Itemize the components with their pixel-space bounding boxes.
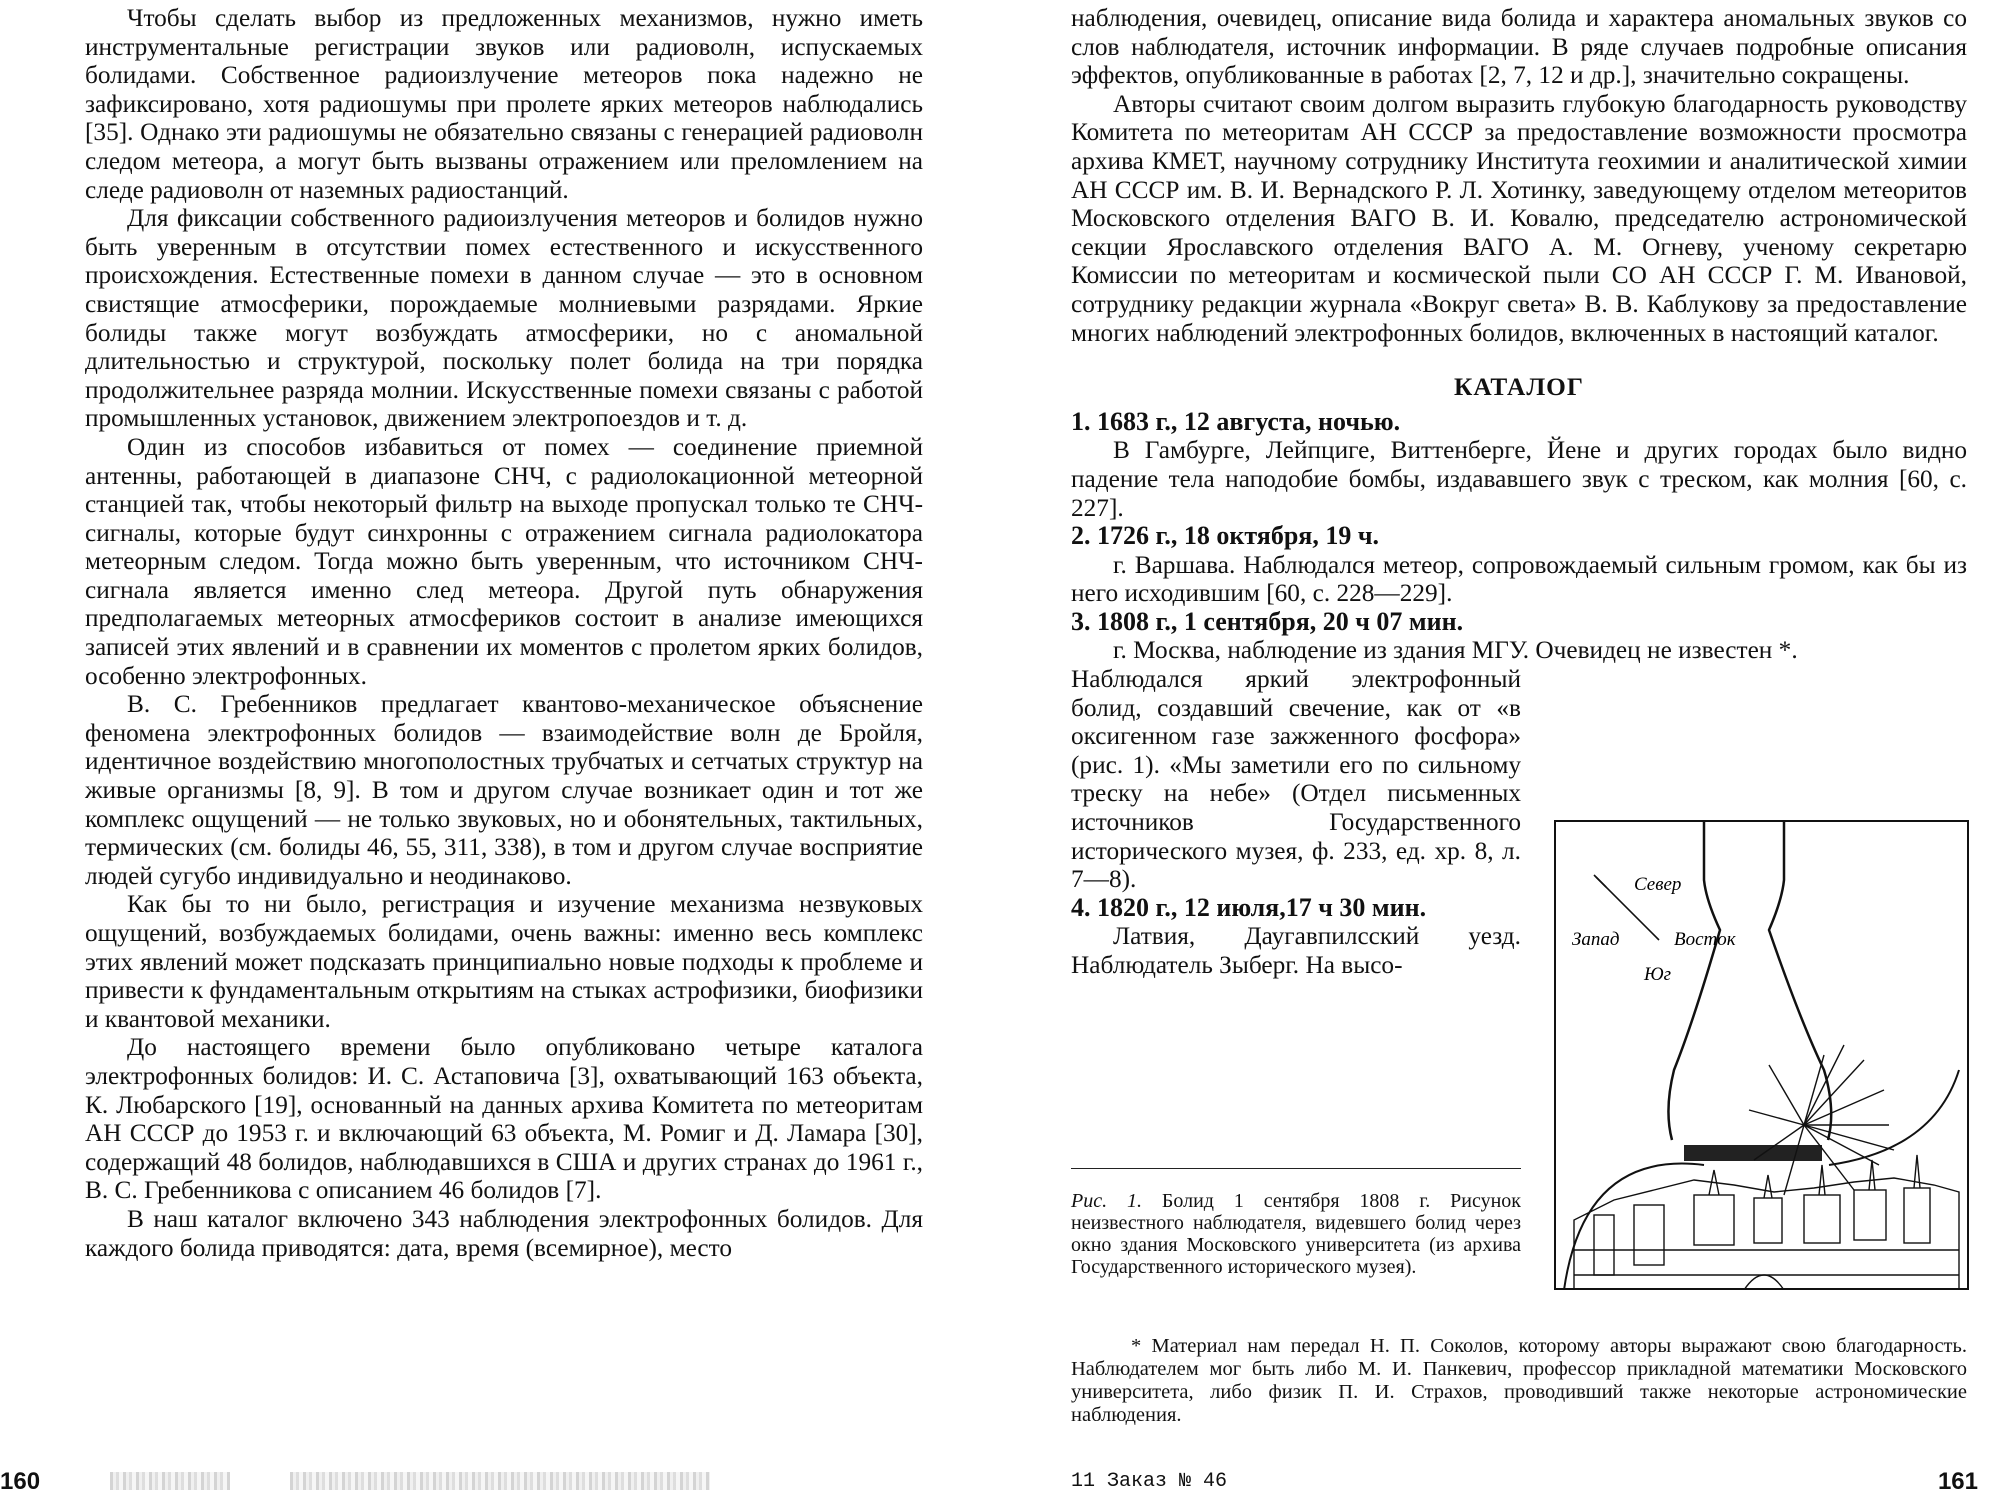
paragraph: Чтобы сделать выбор из предложенных механизмов, нужно иметь инструментальные регистрации звуков или радиоволн, испускаемых болидами. Собственное радиоизлучение метеоров пока надежно не зафиксировано, хотя радиошумы при пролете ярких метеоров наблюдались [35]. Однако эти радиошумы не обязательно связаны с генерацией радиоволн следом метеора, а могут быть вызваны отражением или преломлением на следе радиоволн от наземных радиостанций. xyxy=(85,4,923,204)
right-page xyxy=(1000,0,2000,1510)
catalog-heading: КАТАЛОГ xyxy=(1454,373,1584,402)
catalog-entry-date: 4. 1820 г., 12 июля,17 ч 30 мин. xyxy=(1071,892,1427,922)
paragraph: В наш каталог включено 343 наблюдения электрофонных болидов. Для каждого болида приводятся: дата, время (всемирное), место xyxy=(85,1204,923,1262)
compass-east-label: Восток xyxy=(1674,929,1736,950)
page-number-right: 161 xyxy=(1937,1468,1978,1495)
printer-signature: 11 Заказ № 46 xyxy=(1071,1470,1228,1493)
compass-north-label: Север xyxy=(1634,874,1682,895)
paragraph: Как бы то ни было, регистрация и изучение механизма незвуковых ощущений, возбуждаемых болидами, очень важны: именно весь комплекс этих явлений может подсказать принципиально новые подходы к проблеме и привести к фундаментальным открытиям на стыках астрофизики, биофизики и квантовой механики. xyxy=(85,890,923,1033)
compass-south-label: Юг xyxy=(1644,964,1672,985)
bolide-illustration xyxy=(1554,820,1969,1290)
paragraph: наблюдения, очевидец, описание вида болида и характера аномальных звуков со слов наблюдателя, источник информации. В ряде случаев подробные описания эффектов, опубликованные в работах [2, 7, 12 и др.], значительно сокращены. xyxy=(1071,4,1967,90)
catalog-entry-text: г. Варшава. Наблюдался метеор, сопровождаемый сильным громом, как бы из него исходившим [60, с. 228—229]. xyxy=(1071,550,1967,608)
footnote: * Материал нам передал Н. П. Соколов, которому авторы выражают свою благодарность. Наблюдателем мог быть либо М. И. Панкевич, профессор прикладной математики Московского университета, либо физик П. И. Страхов, проводивший также некоторые астрономические наблюдения. xyxy=(1071,1335,1967,1426)
print-smudge xyxy=(290,1472,710,1490)
caption-rule xyxy=(1071,1168,1521,1169)
catalog-entry-text: Латвия, Даугавпилсский уезд. Наблюдатель Зыберг. На высо- xyxy=(1071,922,1521,979)
left-text-column xyxy=(85,4,923,1262)
catalog-entry-text: Наблюдался яркий электрофонный болид, создавший свечение, как от «в оксигенном газе зажженного фосфора» (рис. 1). «Мы заметили его по сильному треску на небе» (Отдел письменных источников Государственного исторического музея, ф. 233, ед. хр. 8, л. 7—8). xyxy=(1071,665,1521,894)
lamp-base xyxy=(1684,1145,1822,1161)
catalog-entry-date: 3. 1808 г., 1 сентября, 20 ч 07 мин. xyxy=(1071,606,1464,636)
page-number-left: 160 xyxy=(0,1468,41,1495)
paragraph: До настоящего времени было опубликовано четыре каталога электрофонных болидов: И. С. Астаповича [3], охватывающий 163 объекта, К. Любарского [19], основанный на данных архива Комитета по метеоритам АН СССР до 1953 г. и включающий 63 объекта, М. Ромиг и Д. Ламара [30], содержащий 48 болидов, наблюдавшихся в США и других странах до 1961 г., В. С. Гребенникова с описанием 46 болидов [7]. xyxy=(85,1033,923,1205)
entry3-continuation-block xyxy=(1071,665,1521,980)
print-smudge xyxy=(110,1472,230,1490)
paragraph: Для фиксации собственного радиоизлучения метеоров и болидов нужно быть уверенным в отсутствии помех естественного и искусственного происхождения. Естественные помехи в данном случае — это в основном свистящие атмосферики, порождаемые молниевыми разрядами. Яркие болиды также могут возбуждать атмосферики, но с аномальной длительностью и структурой, поскольку полет болида на три порядка продолжительнее разряда молнии. Искусственные помехи связаны с работой промышленных установок, движением электропоездов и т. д. xyxy=(85,204,923,433)
paragraph: В. С. Гребенников предлагает квантово-механическое объяснение феномена электрофонных болидов — взаимодействие волн де Бройля, идентичное воздействию многополостных трубчатых и сетчатых структур на живые организмы [8, 9]. В том и другом случае возникает один и тот же комплекс ощущений — не только звуковых, но и обонятельных, тактильных, термических (см. болиды 46, 55, 311, 338), в том и другом случае восприятие людей сугубо индивидуально и неодинаково. xyxy=(85,690,923,890)
paragraph: Один из способов избавиться от помех — соединение приемной антенны, работающей в диапазоне СНЧ, с радиолокационной метеорной станцией так, чтобы некоторый фильтр на выходе пропускал только те СНЧ-сигналы, которые будут синхронны с отражением сигнала радиолокатора метеорным следом. Тогда можно быть уверенным, что источником СНЧ-сигнала является именно след метеора. Другой путь обнаружения предполагаемых метеорных атмосфериков состоит в анализе имеющихся записей этих явлений и в сравнении их моментов с пролетом ярких болидов, особенно электрофонных. xyxy=(85,432,923,690)
paragraph: Авторы считают своим долгом выразить глубокую благодарность руководству Комитета по метеоритам АН СССР за предоставление возможности просмотра архива КМЕТ, научному сотруднику Института геохимии и аналитической химии АН СССР им. В. И. Вернадского Р. Л. Хотинку, заведующему отделом метеоритов Московского отделения ВАГО В. И. Ковалю, председателю астрономической секции Ярославского отделения ВАГО А. М. Огневу, ученому секретарю Комиссии по метеоритам и космической пыли СО АН СССР Г. М. Ивановой, сотруднику редакции журнала «Вокруг света» В. В. Каблукову за предоставление многих наблюдений электрофонных болидов, включенных в настоящий каталог. xyxy=(1071,89,1967,347)
figure-caption xyxy=(1071,1190,1521,1278)
catalog-entry-text: г. Москва, наблюдение из здания МГУ. Очевидец не известен *. xyxy=(1113,636,1798,665)
compass-west-label: Запад xyxy=(1572,929,1620,950)
caption-label: Рис. 1. xyxy=(1071,1190,1142,1212)
caption-text: Болид 1 сентября 1808 г. Рисунок неизвестного наблюдателя, видевшего болид через окно здания Московского университета (из архива Государственного исторического музея). xyxy=(1071,1190,1522,1278)
figure-frame xyxy=(1555,821,1968,1289)
catalog-entry-text: В Гамбурге, Лейпциге, Виттенберге, Йене и других городах было видно падение тела наподобие бомбы, издававшего звук с треском, как молния [60, с. 227]. xyxy=(1071,436,1967,522)
catalog-entry-date: 2. 1726 г., 18 октября, 19 ч. xyxy=(1071,521,1380,551)
figure-bolide-drawing xyxy=(1554,820,1969,1290)
catalog-entry-date: 1. 1683 г., 12 августа, ночью. xyxy=(1071,406,1401,436)
